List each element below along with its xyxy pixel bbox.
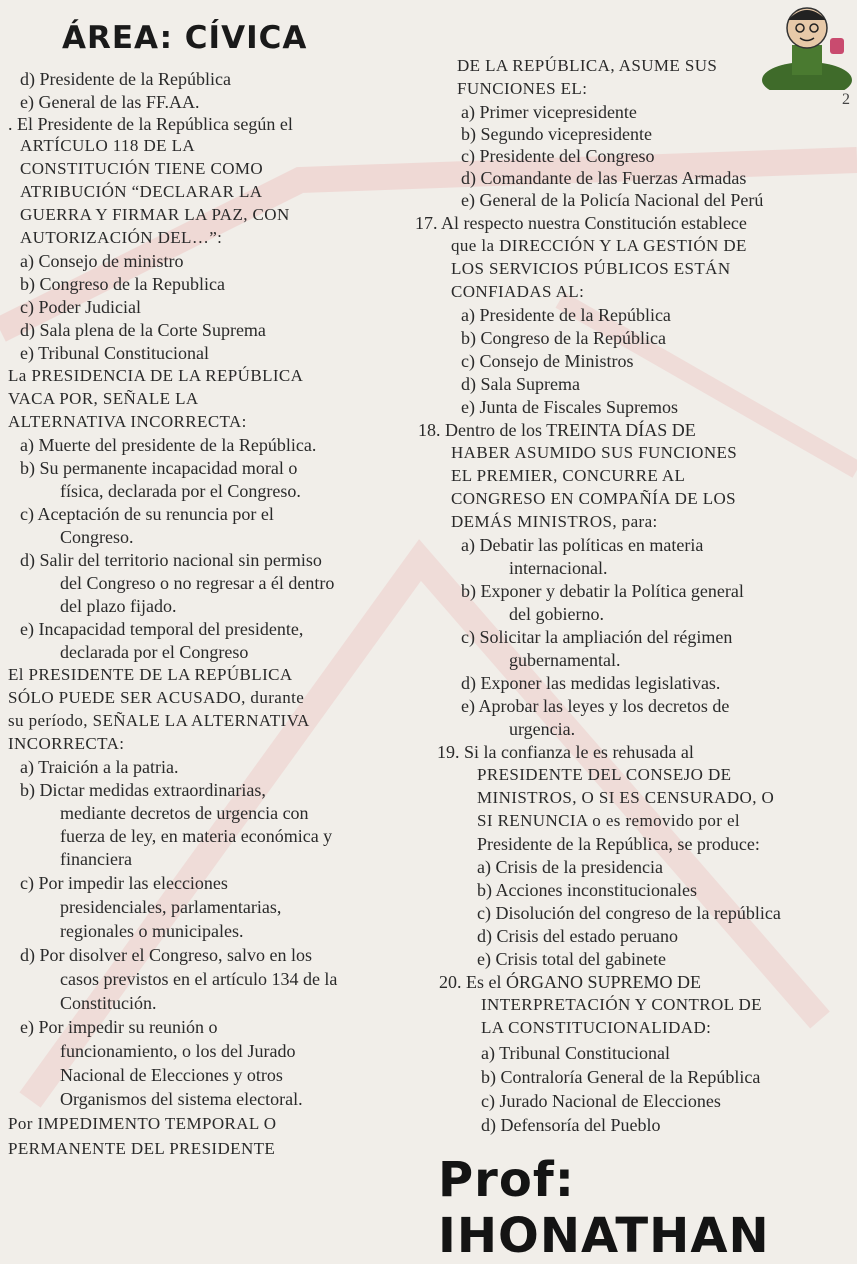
left-line: funcionamiento, o los del Jurado — [60, 1041, 296, 1061]
right-line: MINISTROS, O SI ES CENSURADO, O — [477, 788, 775, 807]
right-line: d) Exponer las medidas legislativas. — [461, 673, 721, 693]
right-line: c) Consejo de Ministros — [461, 351, 634, 371]
right-line: c) Presidente del Congreso — [461, 146, 655, 166]
right-line: a) Presidente de la República — [461, 305, 671, 325]
left-line: declarada por el Congreso — [60, 642, 249, 662]
page-number: 2 — [842, 91, 850, 108]
right-line: b) Contraloría General de la República — [481, 1067, 761, 1087]
right-line: LA CONSTITUCIONALIDAD: — [481, 1018, 712, 1037]
left-line: del Congreso o no regresar a él dentro — [60, 573, 335, 593]
left-line: . El Presidente de la República según el — [8, 114, 293, 134]
right-line: 20. Es el ÓRGANO SUPREMO DE — [439, 972, 702, 992]
right-line: urgencia. — [509, 719, 576, 739]
right-line: CONFIADAS AL: — [451, 282, 585, 301]
right-line: gubernamental. — [509, 650, 621, 670]
left-line: fuerza de ley, en materia económica y — [60, 826, 333, 846]
right-line: e) Crisis total del gabinete — [477, 949, 666, 969]
left-line: INCORRECTA: — [8, 734, 125, 753]
left-line: d) Salir del territorio nacional sin permiso — [20, 550, 322, 570]
left-line: d) Por disolver el Congreso, salvo en los — [20, 945, 312, 965]
left-line: GUERRA Y FIRMAR LA PAZ, CON — [20, 205, 290, 224]
left-line: financiera — [60, 849, 132, 869]
left-line: VACA POR, SEÑALE LA — [8, 389, 199, 408]
right-line: d) Crisis del estado peruano — [477, 926, 678, 946]
right-line: a) Tribunal Constitucional — [481, 1043, 670, 1063]
left-line: presidenciales, parlamentarias, — [60, 897, 282, 917]
right-line: SI RENUNCIA o es removido por el — [477, 811, 741, 830]
right-line: e) Junta de Fiscales Supremos — [461, 397, 678, 417]
right-line: DEMÁS MINISTROS, para: — [451, 512, 658, 531]
right-line: d) Comandante de las Fuerzas Armadas — [461, 168, 747, 188]
left-line: del plazo fijado. — [60, 596, 177, 616]
left-line: b) Dictar medidas extraordinarias, — [20, 780, 266, 800]
right-line: del gobierno. — [509, 604, 604, 624]
right-line: c) Jurado Nacional de Elecciones — [481, 1091, 721, 1111]
left-line: d) Presidente de la República — [20, 69, 231, 89]
left-line: AUTORIZACIÓN DEL…”: — [20, 228, 223, 247]
left-line: Congreso. — [60, 527, 134, 547]
right-line: e) General de la Policía Nacional del Perú — [461, 190, 764, 210]
left-line: c) Aceptación de su renuncia por el — [20, 504, 274, 524]
right-line: 19. Si la confianza le es rehusada al — [437, 742, 694, 762]
right-line: CONGRESO EN COMPAÑÍA DE LOS — [451, 489, 737, 508]
left-line: b) Su permanente incapacidad moral o — [20, 458, 298, 478]
left-line: e) Tribunal Constitucional — [20, 343, 209, 363]
left-line: Nacional de Elecciones y otros — [60, 1065, 283, 1085]
left-line: ALTERNATIVA INCORRECTA: — [8, 412, 247, 431]
right-line: INTERPRETACIÓN Y CONTROL DE — [481, 995, 762, 1014]
right-line: a) Crisis de la presidencia — [477, 857, 663, 877]
left-line: CONSTITUCIÓN TIENE COMO — [20, 159, 264, 178]
page-title: ÁREA: CÍVICA — [62, 20, 308, 56]
right-line: FUNCIONES EL: — [457, 79, 588, 98]
right-line: a) Debatir las políticas en materia — [461, 535, 704, 555]
right-line: d) Defensoría del Pueblo — [481, 1115, 661, 1135]
left-line: física, declarada por el Congreso. — [60, 481, 301, 501]
right-line: 17. Al respecto nuestra Constitución establece — [415, 213, 747, 233]
left-line: regionales o municipales. — [60, 921, 244, 941]
right-line: 18. Dentro de los TREINTA DÍAS DE — [418, 420, 696, 440]
left-line: e) Por impedir su reunión o — [20, 1017, 218, 1037]
left-line: a) Consejo de ministro — [20, 251, 184, 271]
right-line: c) Solicitar la ampliación del régimen — [461, 627, 733, 647]
left-line: Organismos del sistema electoral. — [60, 1089, 303, 1109]
right-line: LOS SERVICIOS PÚBLICOS ESTÁN — [451, 259, 731, 278]
right-line: d) Sala Suprema — [461, 374, 580, 394]
left-column — [0, 0, 430, 1195]
right-line: que la DIRECCIÓN Y LA GESTIÓN DE — [451, 236, 747, 255]
left-line: d) Sala plena de la Corte Suprema — [20, 320, 266, 340]
left-line: a) Traición a la patria. — [20, 757, 179, 777]
left-line: a) Muerte del presidente de la República. — [20, 435, 317, 455]
left-line: c) Por impedir las elecciones — [20, 873, 228, 893]
right-line: a) Primer vicepresidente — [461, 102, 637, 122]
left-line: c) Poder Judicial — [20, 297, 141, 317]
right-line: b) Segundo vicepresidente — [461, 124, 652, 144]
right-column — [415, 0, 857, 1195]
left-line: El PRESIDENTE DE LA REPÚBLICA — [8, 665, 293, 684]
right-line: b) Congreso de la República — [461, 328, 666, 348]
left-line: su período, SEÑALE LA ALTERNATIVA — [8, 711, 310, 730]
right-line: HABER ASUMIDO SUS FUNCIONES — [451, 443, 738, 462]
left-line: Constitución. — [60, 993, 157, 1013]
left-line: SÓLO PUEDE SER ACUSADO, durante — [8, 688, 305, 707]
right-line: EL PREMIER, CONCURRE AL — [451, 466, 686, 485]
right-line: e) Aprobar las leyes y los decretos de — [461, 696, 730, 716]
right-line: Presidente de la República, se produce: — [477, 834, 760, 854]
footer-brand: Prof: IHONATHAN — [438, 1152, 770, 1264]
right-line: DE LA REPÚBLICA, ASUME SUS — [457, 56, 718, 75]
right-line: b) Exponer y debatir la Política general — [461, 581, 744, 601]
left-line: ATRIBUCIÓN “DECLARAR LA — [20, 182, 263, 201]
left-line: e) Incapacidad temporal del presidente, — [20, 619, 304, 639]
left-line: La PRESIDENCIA DE LA REPÚBLICA — [8, 366, 304, 385]
left-line: ARTÍCULO 118 DE LA — [20, 136, 196, 155]
left-line: mediante decretos de urgencia con — [60, 803, 309, 823]
right-line: b) Acciones inconstitucionales — [477, 880, 697, 900]
right-line: c) Disolución del congreso de la república — [477, 903, 781, 923]
right-line: PRESIDENTE DEL CONSEJO DE — [477, 765, 732, 784]
left-line: casos previstos en el artículo 134 de la — [60, 969, 338, 989]
left-line: e) General de las FF.AA. — [20, 92, 200, 112]
left-line: Por IMPEDIMENTO TEMPORAL O — [8, 1114, 277, 1133]
right-line: internacional. — [509, 558, 608, 578]
left-line: PERMANENTE DEL PRESIDENTE — [8, 1139, 276, 1158]
left-line: b) Congreso de la Republica — [20, 274, 225, 294]
